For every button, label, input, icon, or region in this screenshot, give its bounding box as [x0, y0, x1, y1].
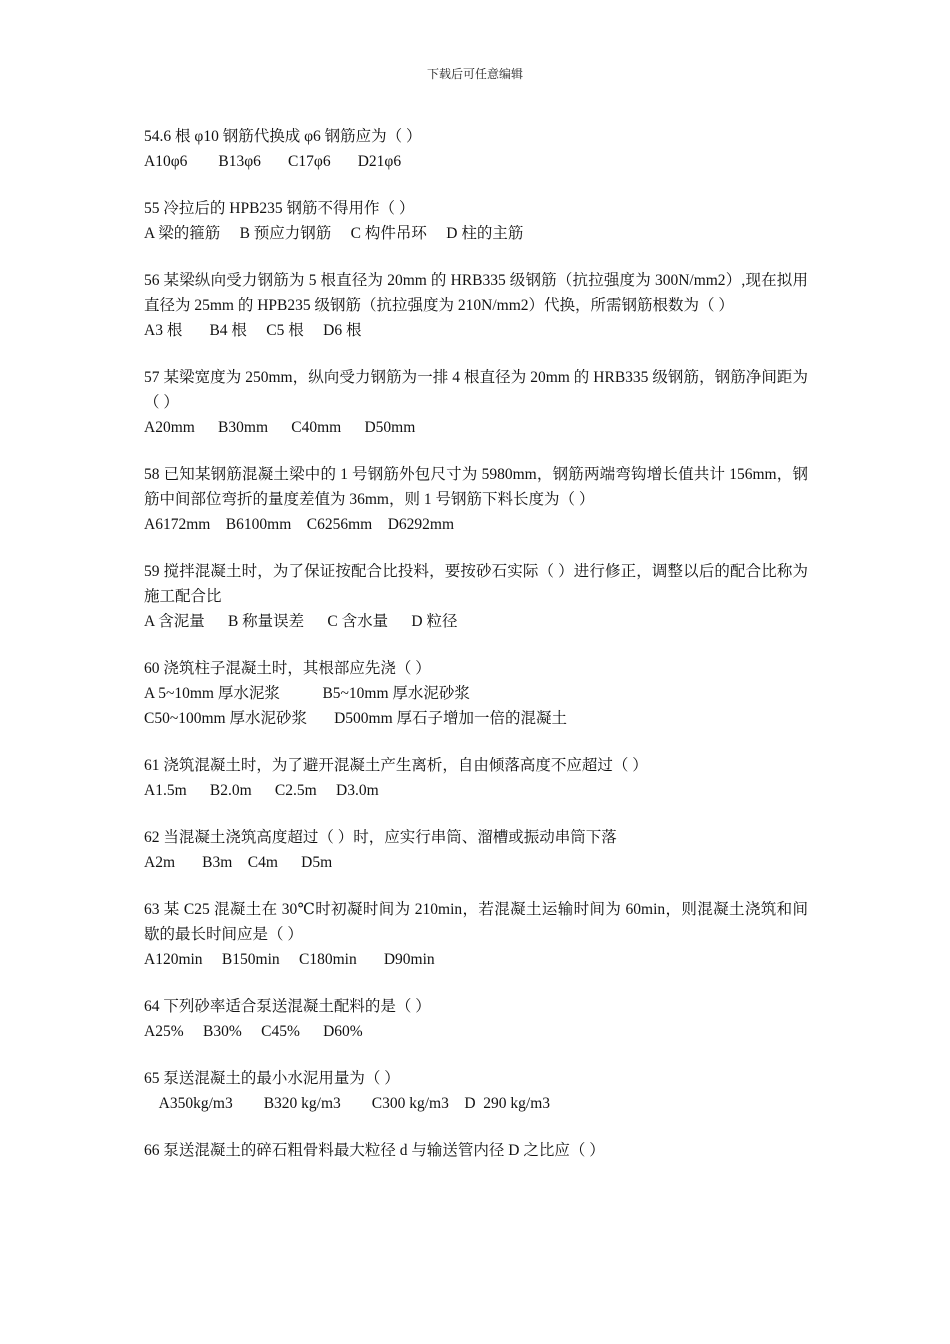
- question-options: A1.5m B2.0m C2.5m D3.0m: [144, 782, 379, 799]
- question-list: [144, 124, 808, 1185]
- question-options: A10φ6 B13φ6 C17φ6 D21φ6: [144, 153, 402, 170]
- question-stem: 61 浇筑混凝土时，为了避开混凝土产生离析，自由倾落高度不应超过（ ）: [144, 757, 648, 774]
- question-options: A350kg/m3 B320 kg/m3 C300 kg/m3 D 290 kg/m3: [144, 1095, 551, 1112]
- question-stem: 66 泵送混凝土的碎石粗骨料最大粒径 d 与输送管内径 D 之比应（ ）: [144, 1142, 605, 1159]
- question-64: [144, 994, 808, 1044]
- question-stem: 63 某 C25 混凝土在 30℃时初凝时间为 210min，若混凝土运输时间为 60min，则混凝土浇筑和间歇的最长时间应是（ ）: [144, 901, 808, 943]
- question-57: [144, 365, 808, 440]
- question-60: [144, 656, 808, 731]
- question-options: A6172mm B6100mm C6256mm D6292mm: [144, 516, 455, 533]
- question-56: [144, 268, 808, 343]
- question-stem: 58 已知某钢筋混凝土梁中的 1 号钢筋外包尺寸为 5980mm，钢筋两端弯钩增长值共计 156mm，钢筋中间部位弯折的量度差值为 36mm，则 1 号钢筋下料长度为（ ）: [144, 466, 808, 508]
- question-54: [144, 124, 808, 174]
- question-stem: 54.6 根 φ10 钢筋代换成 φ6 钢筋应为（ ）: [144, 128, 422, 145]
- question-stem: 56 某梁纵向受力钢筋为 5 根直径为 20mm 的 HRB335 级钢筋（抗拉强度为 300N/mm2）,现在拟用直径为 25mm 的 HPB235 级钢筋（抗拉强度为 210N/mm2）代换，所需钢筋根数为（ ）: [144, 272, 808, 314]
- question-58: [144, 462, 808, 537]
- question-stem: 64 下列砂率适合泵送混凝土配料的是（ ）: [144, 998, 431, 1015]
- question-66: [144, 1138, 808, 1163]
- question-65: [144, 1066, 808, 1116]
- question-55: [144, 196, 808, 246]
- question-59: [144, 559, 808, 634]
- question-options-second-row: C50~100mm 厚水泥砂浆 D500mm 厚石子增加一倍的混凝土: [144, 710, 568, 727]
- question-options: A25% B30% C45% D60%: [144, 1023, 363, 1040]
- question-options: A 含泥量 B 称量误差 C 含水量 D 粒径: [144, 613, 458, 630]
- page-header: 下载后可任意编辑: [426, 67, 523, 81]
- question-stem: 59 搅拌混凝土时，为了保证按配合比投料，要按砂石实际（ ）进行修正，调整以后的配合比称为施工配合比: [144, 563, 808, 605]
- question-stem: 62 当混凝土浇筑高度超过（ ）时，应实行串筒、溜槽或振动串筒下落: [144, 829, 617, 846]
- question-stem: 60 浇筑柱子混凝土时，其根部应先浇（ ）: [144, 660, 431, 677]
- question-61: [144, 753, 808, 803]
- question-62: [144, 825, 808, 875]
- question-options: A 梁的箍筋 B 预应力钢筋 C 构件吊环 D 柱的主筋: [144, 225, 524, 242]
- question-stem: 57 某梁宽度为 250mm，纵向受力钢筋为一排 4 根直径为 20mm 的 HRB335 级钢筋，钢筋净间距为（ ）: [144, 369, 808, 411]
- question-options: A20mm B30mm C40mm D50mm: [144, 419, 416, 436]
- question-63: [144, 897, 808, 972]
- question-stem: 65 泵送混凝土的最小水泥用量为（ ）: [144, 1070, 400, 1087]
- question-stem: 55 冷拉后的 HPB235 钢筋不得用作（ ）: [144, 200, 415, 217]
- question-options: A120min B150min C180min D90min: [144, 951, 435, 968]
- question-options: A2m B3m C4m D5m: [144, 854, 333, 871]
- question-options: A3 根 B4 根 C5 根 D6 根: [144, 322, 362, 339]
- question-options: A 5~10mm 厚水泥浆 B5~10mm 厚水泥砂浆: [144, 685, 470, 702]
